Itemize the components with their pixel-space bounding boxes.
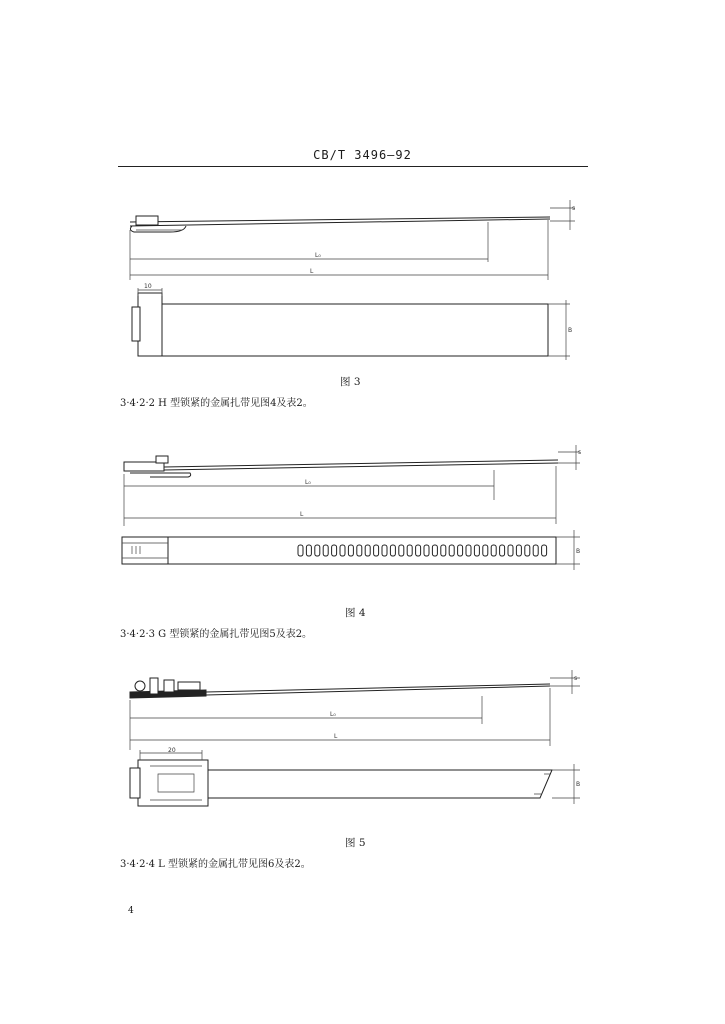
fig4-slot — [374, 545, 379, 556]
fig4-slot — [516, 545, 521, 556]
fig4-slot — [340, 545, 345, 556]
fig4-dim-b: B — [576, 548, 581, 555]
fig3-strap-top — [158, 304, 548, 356]
fig3-dim-l: L — [310, 268, 314, 275]
fig4-dim-s: s — [578, 449, 582, 456]
fig5-dim-l: L — [334, 733, 338, 740]
fig4-slot — [416, 545, 421, 556]
fig4-slot — [390, 545, 395, 556]
figure-4-drawing — [110, 440, 600, 590]
fig5-buckle-top — [138, 760, 208, 806]
fig5-dim-w: 20 — [168, 747, 176, 754]
fig4-slot — [348, 545, 353, 556]
fig4-slot — [365, 545, 370, 556]
fig3-buckle-side — [136, 216, 158, 225]
fig4-slot — [315, 545, 320, 556]
figure-5-drawing — [110, 664, 600, 814]
fig4-slot — [458, 545, 463, 556]
fig4-slot — [306, 545, 311, 556]
figure-3-caption: 图 3 — [340, 376, 361, 388]
fig4-slot — [449, 545, 454, 556]
paragraph-3-4-2-2: 3·4·2·2 H 型锁紧的金属扎带见图4及表2。 — [120, 398, 313, 409]
fig5-strap-top — [206, 770, 552, 798]
fig4-slot — [525, 545, 530, 556]
fig5-dim-l0: L₀ — [330, 711, 336, 718]
fig4-slot — [474, 545, 479, 556]
fig4-buckle-top — [122, 537, 168, 564]
fig4-slot — [533, 545, 538, 556]
fig3-side-strap — [130, 217, 550, 222]
fig4-slot — [332, 545, 337, 556]
fig4-slot — [424, 545, 429, 556]
fig4-slot — [382, 545, 387, 556]
header-rule — [118, 166, 588, 167]
fig4-slot — [508, 545, 513, 556]
fig5-dim-s: s — [574, 675, 578, 682]
paragraph-3-4-2-4: 3·4·2·4 L 型锁紧的金属扎带见图6及表2。 — [120, 859, 311, 870]
fig4-slot — [542, 545, 547, 556]
page-number: 4 — [128, 906, 134, 916]
fig5-dim-b: B — [576, 781, 581, 788]
fig3-dim-s: s — [572, 205, 576, 212]
figure-3-drawing — [110, 190, 600, 360]
fig4-slot — [441, 545, 446, 556]
fig4-slot — [399, 545, 404, 556]
fig3-dim-w: 10 — [144, 283, 152, 290]
fig3-dim-b: B — [568, 327, 573, 334]
fig4-slot — [500, 545, 505, 556]
fig4-dim-l: L — [300, 511, 304, 518]
fig4-slot — [357, 545, 362, 556]
standard-code: CB/T 3496—92 — [313, 148, 412, 162]
fig3-buckle-top — [138, 293, 162, 356]
fig3-dim-l0: L₀ — [315, 252, 321, 259]
fig4-dim-l0: L₀ — [305, 479, 311, 486]
fig4-slot — [323, 545, 328, 556]
fig4-slot — [407, 545, 412, 556]
fig4-side-strap — [164, 460, 558, 467]
fig4-slot — [491, 545, 496, 556]
fig4-slot — [432, 545, 437, 556]
fig4-slot — [466, 545, 471, 556]
fig4-slot — [298, 545, 303, 556]
fig4-slot — [483, 545, 488, 556]
figure-5-caption: 图 5 — [345, 837, 366, 849]
paragraph-3-4-2-3: 3·4·2·3 G 型锁紧的金属扎带见图5及表2。 — [120, 629, 313, 640]
figure-4-caption: 图 4 — [345, 607, 366, 619]
